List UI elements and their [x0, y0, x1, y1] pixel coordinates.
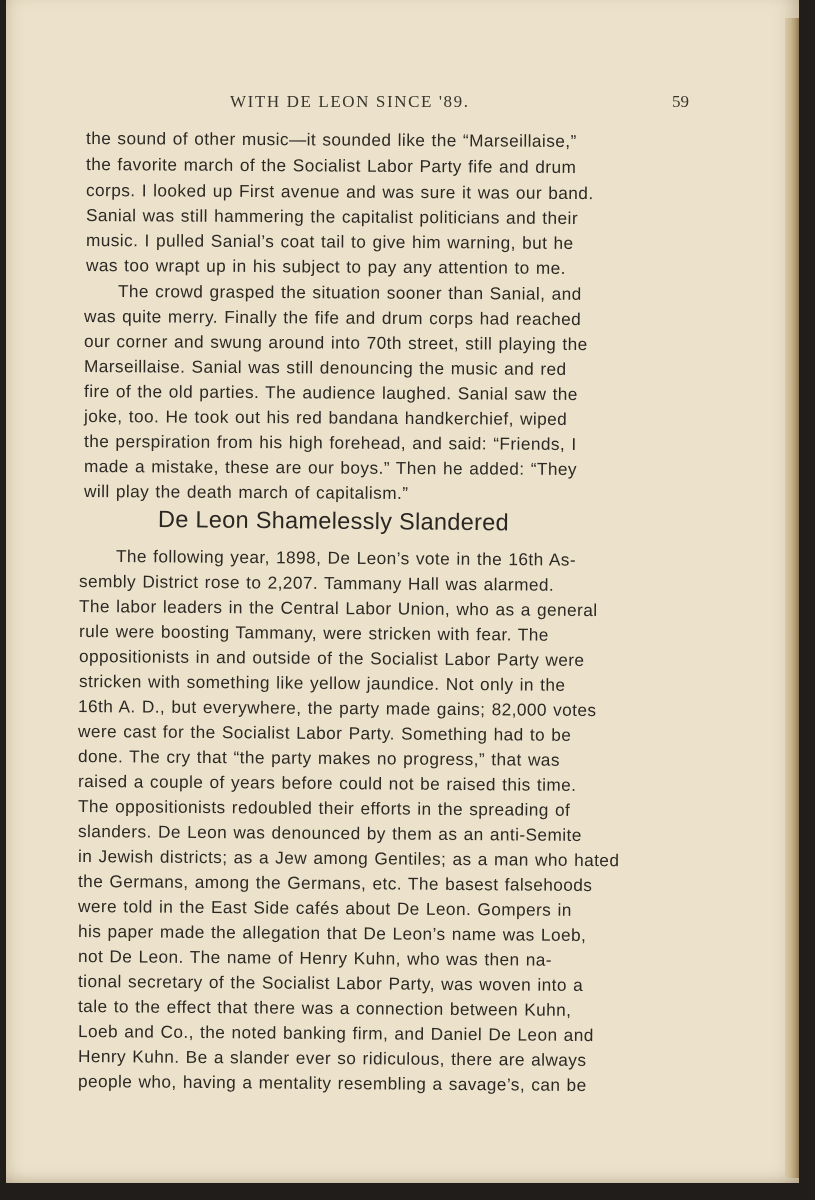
text-line: stricken with something like yellow jaundice. Not only in the — [78, 671, 566, 695]
text-line: The labor leaders in the Central Labor Union, who as a general — [78, 596, 598, 621]
text-line: were told in the East Side cafés about De Leon. Gompers in — [77, 896, 572, 920]
text-line: in Jewish districts; as a Jew among Gentiles; as a man who hated — [77, 846, 620, 871]
text-line: The crowd grasped the situation sooner than Sanial, and — [117, 281, 582, 304]
text-line: Loeb and Co., the noted banking firm, and Daniel De Leon and — [77, 1021, 594, 1046]
text-line: oppositionists in and outside of the Socialist Labor Party were — [78, 646, 585, 670]
text-line: his paper made the allegation that De Leon’s name was Loeb, — [77, 921, 587, 945]
text-line: joke, too. He took out his red bandana handkerchief, wiped — [83, 406, 568, 429]
text-line: sembly District rose to 2,207. Tammany Hall was alarmed. — [78, 571, 555, 595]
text-line: our corner and swung around into 70th street, still playing the — [83, 331, 588, 355]
text-line: music. I pulled Sanial’s coat tail to give him warning, but he — [85, 230, 574, 253]
text-line: corps. I looked up First avenue and was sure it was our band. — [85, 180, 594, 204]
text-line: was quite merry. Finally the fife and drum corps had reached — [83, 306, 582, 330]
text-line: the perspiration from his high forehead, and said: “Friends, I — [83, 431, 577, 455]
text-line: raised a couple of years before could not be raised this time. — [77, 771, 577, 795]
section-heading: De Leon Shamelessly Slandered — [157, 506, 510, 536]
text-line: The oppositionists redoubled their efforts in the spreading of — [77, 796, 571, 820]
text-line: fire of the old parties. The audience laughed. Sanial saw the — [83, 381, 578, 405]
text-line: 16th A. D., but everywhere, the party made gains; 82,000 votes — [77, 696, 597, 721]
text-line: slanders. De Leon was denounced by them as an anti-Semite — [77, 821, 582, 845]
text-line: Henry Kuhn. Be a slander ever so ridiculous, there are always — [77, 1046, 587, 1070]
text-line: people who, having a mentality resembling a savage’s, can be — [77, 1071, 587, 1095]
text-line: done. The cry that “the party makes no progress,” that was — [77, 746, 560, 770]
page-number: 59 — [672, 92, 689, 111]
text-line: Marseillaise. Sanial was still denouncing the music and red — [83, 356, 567, 379]
text-line: made a mistake, these are our boys.” Then he added: “They — [83, 456, 578, 480]
text-line: the Germans, among the Germans, etc. The basest falsehoods — [77, 871, 593, 896]
text-line: were cast for the Socialist Labor Party. Something had to be — [77, 721, 572, 745]
text-line: Sanial was still hammering the capitalist politicians and their — [85, 205, 579, 229]
text-line: tional secretary of the Socialist Labor Party, was woven into a — [77, 971, 584, 995]
text-line: the favorite march of the Socialist Labor Party fife and drum — [85, 154, 577, 177]
text-line: was too wrapt up in his subject to pay any attention to me. — [85, 255, 567, 278]
text-line: rule were boosting Tammany, were stricken with fear. The — [78, 621, 549, 645]
text-line: not De Leon. The name of Henry Kuhn, who was then na- — [77, 946, 553, 970]
text-line: the sound of other music—it sounded like the “Marseillaise,” — [85, 128, 577, 151]
text-line: The following year, 1898, De Leon’s vote in the 16th As- — [115, 546, 577, 570]
running-head: WITH DE LEON SINCE '89. — [230, 92, 470, 111]
text-line: will play the death march of capitalism.” — [83, 481, 409, 503]
text-line: tale to the effect that there was a connection between Kuhn, — [77, 996, 572, 1020]
